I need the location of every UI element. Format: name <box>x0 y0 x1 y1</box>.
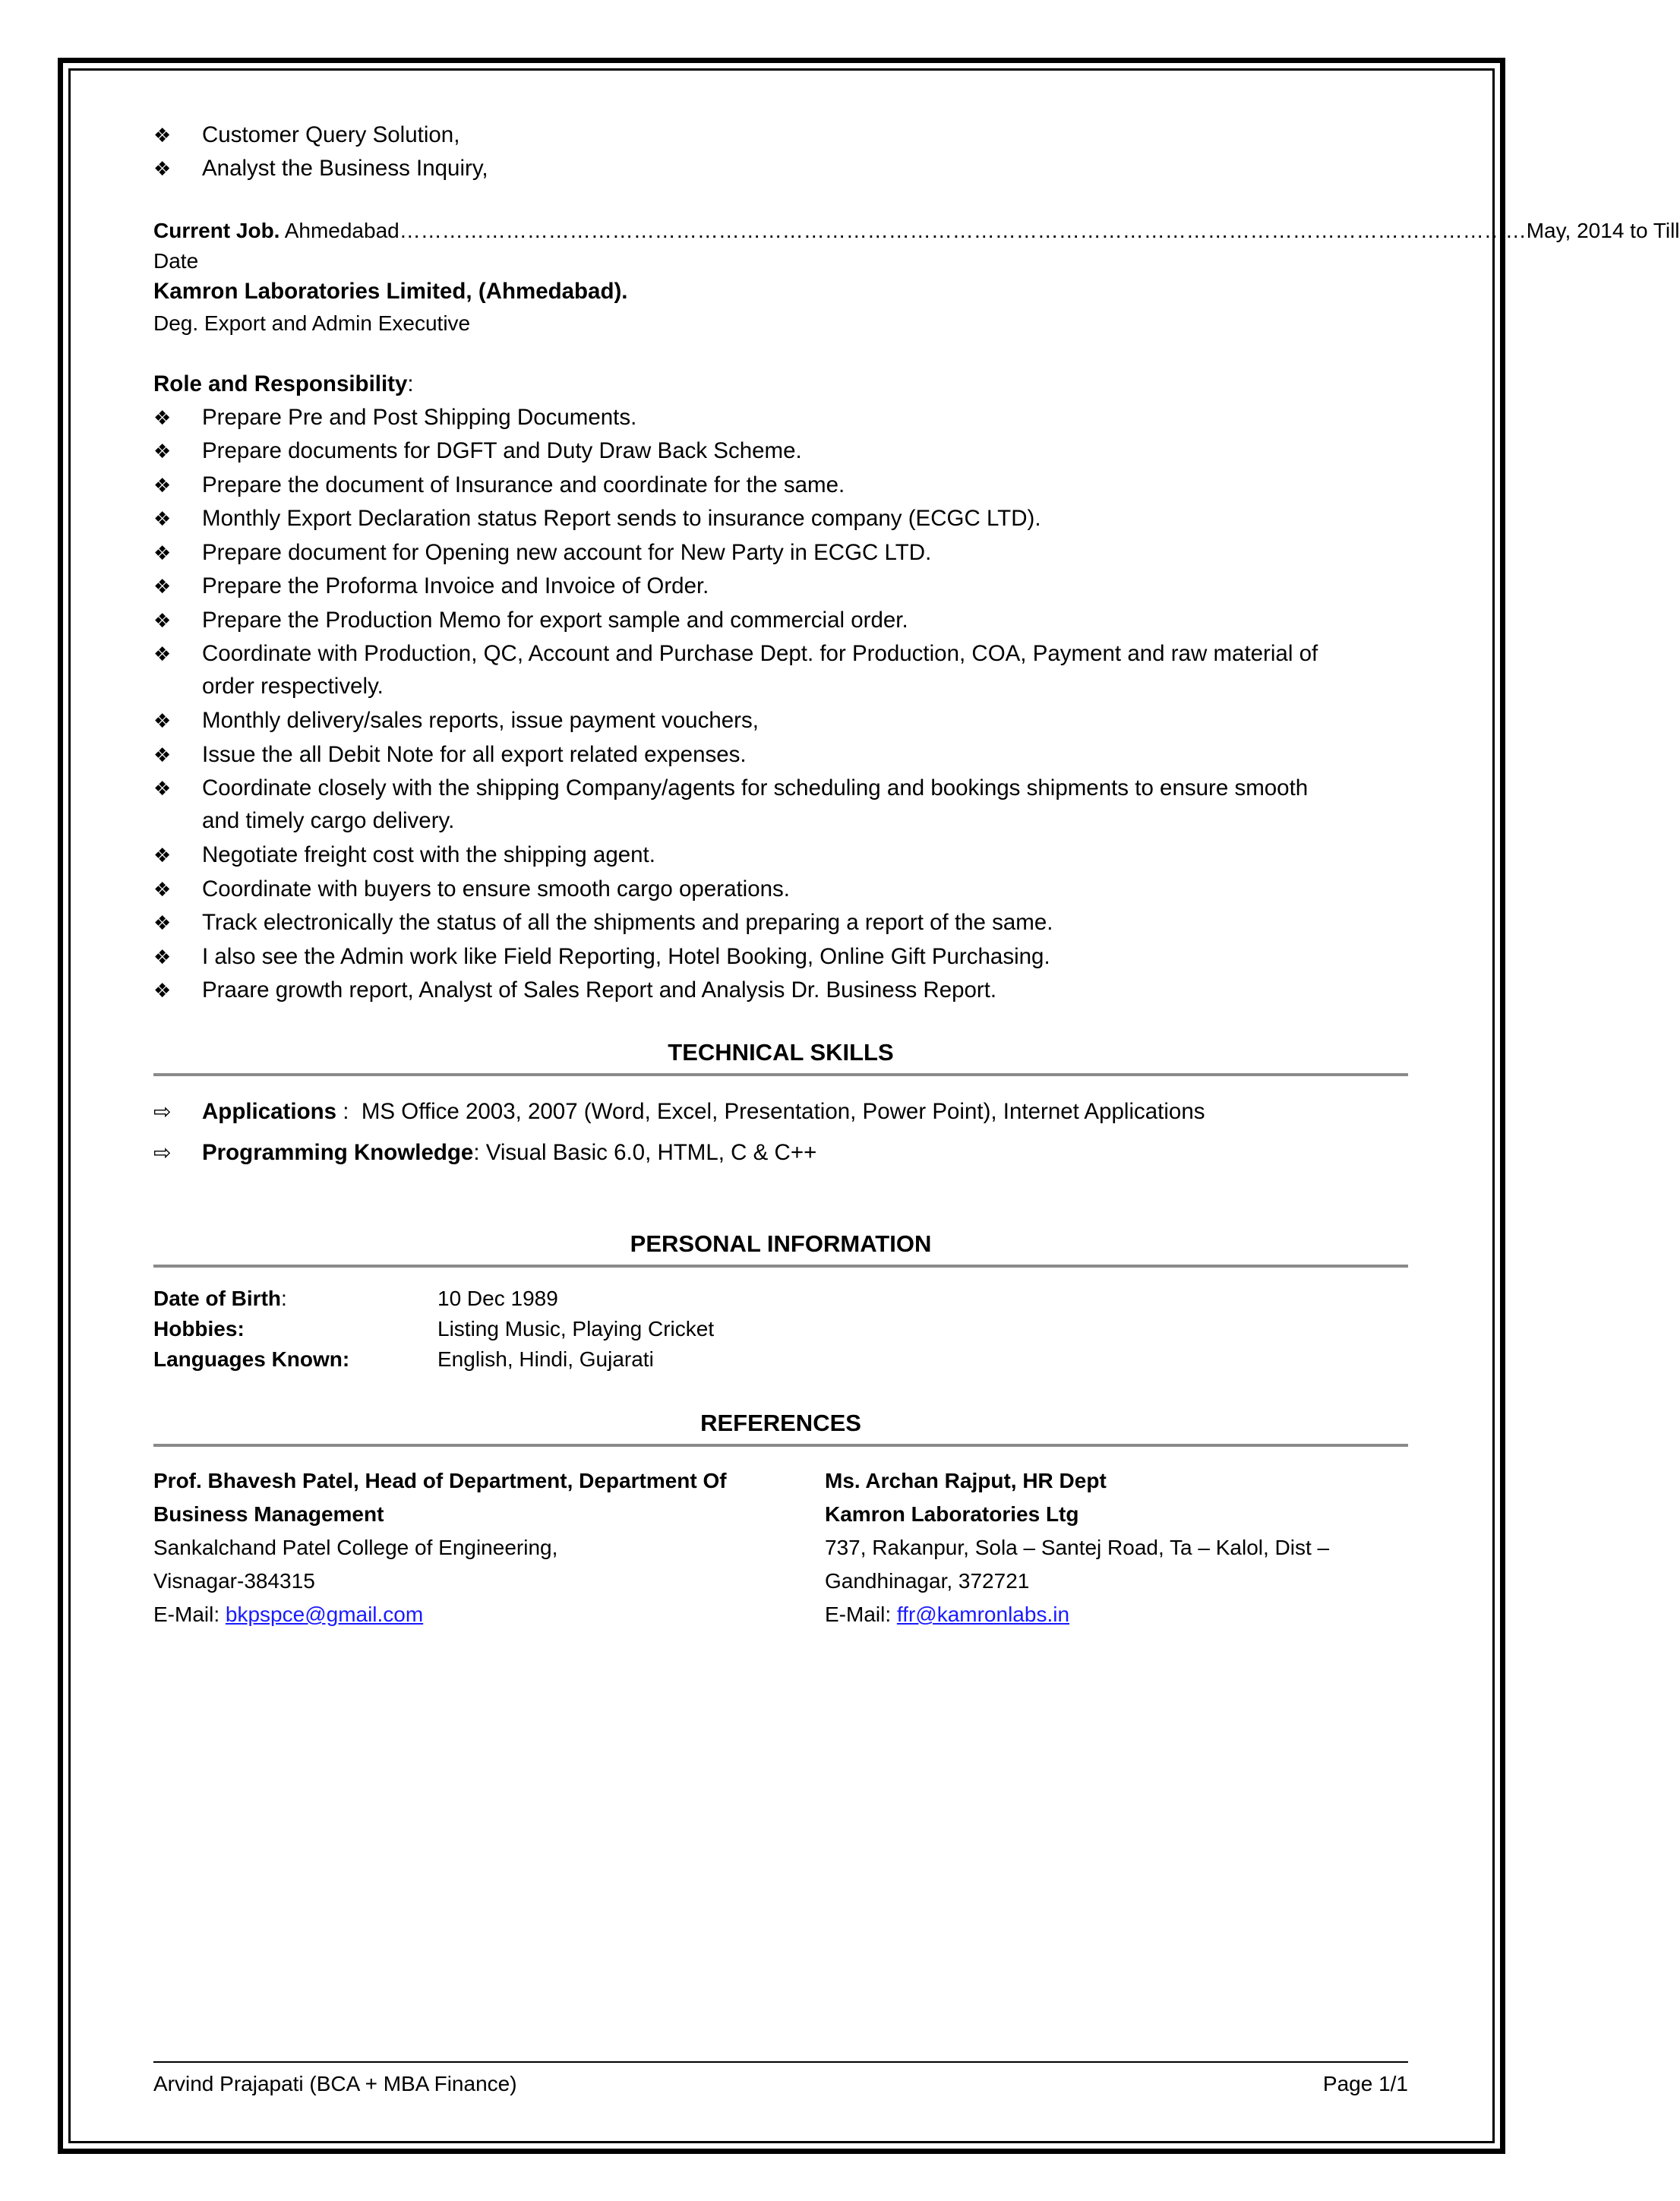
dot-leader: …………………………………………………………………………………………………………………………………………… <box>399 219 1527 242</box>
diamond-bullet-icon: ❖ <box>153 643 172 665</box>
company-name: Kamron Laboratories Limited, (Ahmedabad). <box>153 279 628 304</box>
diamond-bullet-icon: ❖ <box>153 575 172 598</box>
current-job-line <box>153 214 1680 248</box>
diamond-bullet-icon: ❖ <box>153 474 172 497</box>
section-divider <box>153 1265 1408 1268</box>
page-number: Page 1/1 <box>1322 2072 1408 2095</box>
diamond-bullet-icon: ❖ <box>153 709 172 732</box>
email-link[interactable]: ffr@kamronlabs.in <box>896 1603 1070 1626</box>
diamond-bullet-icon: ❖ <box>153 844 172 867</box>
current-job-period-cont: Date <box>153 249 199 273</box>
diamond-bullet-icon: ❖ <box>153 440 172 463</box>
reference-right: Ms. Archan Rajput, HR Dept Kamron Laboratories Ltg 737, Rakanpur, Sola – Santej Road, Ta – Kalol, Dist – Gandhinagar, 372721 E-Mail: ffr@kamronlabs.in <box>825 1469 1330 1626</box>
diamond-bullet-icon: ❖ <box>153 157 172 180</box>
email-link[interactable]: bkpspce@gmail.com <box>225 1603 424 1626</box>
diamond-bullet-icon: ❖ <box>153 507 172 530</box>
reference-left: Prof. Bhavesh Patel, Head of Department, Department Of Business Management Sankalchand Patel College of Engineering, Visnagar-384315 E-Mail: bkpspce@gmail.com <box>153 1469 727 1626</box>
diamond-bullet-icon: ❖ <box>153 609 172 632</box>
footer-divider <box>153 2061 1408 2063</box>
current-job-period: May, 2014 to Till <box>1526 219 1680 242</box>
role-heading: Role and Responsibility: <box>153 371 414 396</box>
diamond-bullet-icon: ❖ <box>153 946 172 968</box>
diamond-bullet-icon: ❖ <box>153 406 172 429</box>
section-divider <box>153 1073 1408 1076</box>
designation: Deg. Export and Admin Executive <box>153 311 471 335</box>
section-title-references: REFERENCES <box>700 1410 861 1436</box>
diamond-bullet-icon: ❖ <box>153 777 172 800</box>
diamond-bullet-icon: ❖ <box>153 542 172 564</box>
section-divider <box>153 1444 1408 1447</box>
section-title-technical-skills: TECHNICAL SKILLS <box>668 1039 894 1066</box>
current-job-label: Current Job. <box>153 219 280 242</box>
footer-author: Arvind Prajapati (BCA + MBA Finance) <box>153 2072 517 2095</box>
diamond-bullet-icon: ❖ <box>153 744 172 766</box>
diamond-bullet-icon: ❖ <box>153 124 172 147</box>
arrow-right-icon: ⇨ <box>153 1141 172 1164</box>
diamond-bullet-icon: ❖ <box>153 911 172 934</box>
arrow-right-icon: ⇨ <box>153 1100 172 1123</box>
current-job-location: Ahmedabad <box>284 219 399 242</box>
diamond-bullet-icon: ❖ <box>153 979 172 1002</box>
section-title-personal-information: PERSONAL INFORMATION <box>630 1230 932 1257</box>
diamond-bullet-icon: ❖ <box>153 878 172 901</box>
